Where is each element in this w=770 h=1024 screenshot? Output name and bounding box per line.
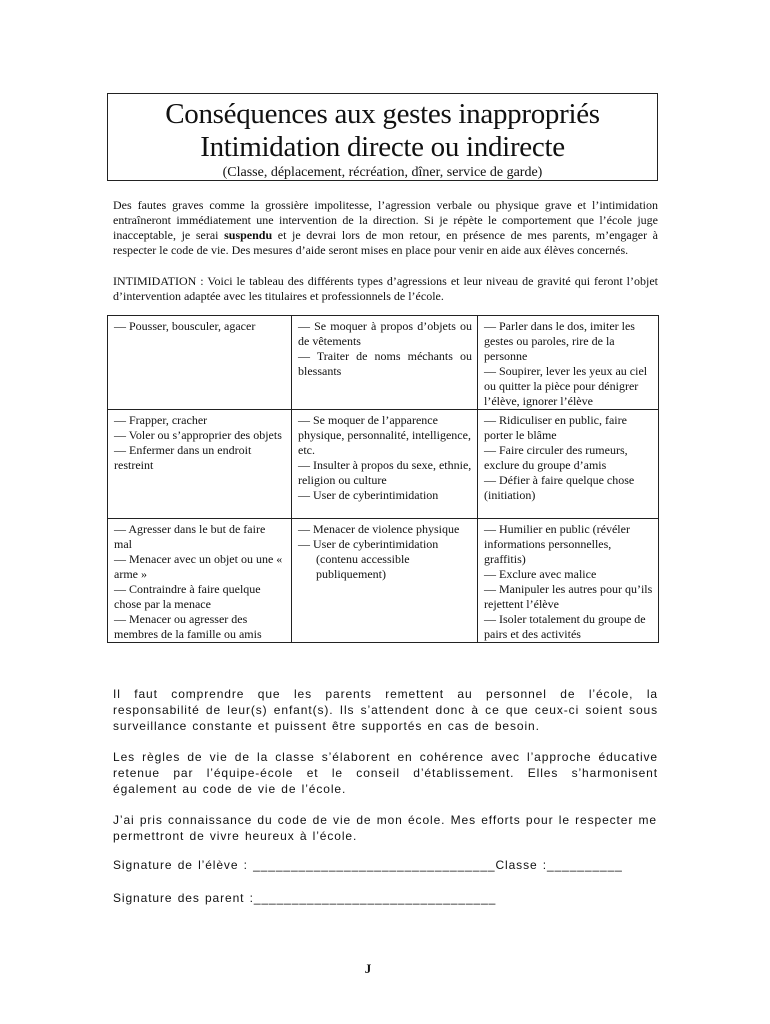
cell-line: — Manipuler les autres pour qu’ils rejettent l’élève: [484, 582, 653, 611]
table-cell: [108, 316, 292, 410]
cell-line: — Se moquer à propos d’objets ou de vêtements: [298, 319, 472, 348]
cell-line: — Menacer avec un objet ou une « arme »: [114, 552, 283, 581]
cell-line: — Exclure avec malice: [484, 567, 597, 581]
cell-line: — Insulter à propos du sexe, ethnie, religion ou culture: [298, 458, 472, 487]
page-mark: J: [364, 961, 372, 976]
parent-signature-line: Signature des parent :________________________________: [113, 891, 497, 905]
cell-line: — Humilier en public (révéler informations personnelles, graffitis): [484, 522, 630, 566]
aggression-table: [107, 315, 659, 643]
intro-paragraph: [113, 198, 658, 258]
cell-line: — Traiter de noms méchants ou blessants: [298, 349, 472, 378]
table-row: [108, 316, 659, 410]
cell-line: (contenu accessible: [316, 552, 410, 566]
cell-line: — Voler ou s’approprier des objets: [114, 428, 282, 442]
table-row: [108, 519, 659, 643]
cell-line: — Agresser dans le but de faire mal: [114, 522, 266, 551]
intro-text-start: Des fautes graves comme la grossière impolitesse, l’agression verbale ou physique grave et l’intimidation entraîneront immédiatement une intervention de la direction. Si je répète le comportement que l’école juge inacceptable, je serai: [113, 198, 658, 242]
cell-line: — Ridiculiser en public, faire porter le blâme: [484, 413, 627, 442]
cell-line: — Défier à faire quelque chose (initiation): [484, 473, 635, 502]
cell-line: — Menacer de violence physique: [298, 522, 460, 536]
table-cell: [108, 410, 292, 519]
cell-line: — User de cyberintimidation: [298, 537, 439, 551]
page-title: Conséquences aux gestes inappropriés: [165, 98, 600, 130]
cell-line: — Isoler totalement du groupe de pairs et des activités: [484, 612, 646, 641]
cell-line: — Contraindre à faire quelque chose par la menace: [114, 582, 261, 611]
cell-line: — Soupirer, lever les yeux au ciel ou quitter la pièce pour dénigrer l’élève, ignorer l’élève: [484, 364, 648, 408]
cell-line: — Frapper, cracher: [114, 413, 208, 427]
cell-line: — Pousser, bousculer, agacer: [114, 319, 256, 333]
class-rules-paragraph: Les règles de vie de la classe s’élaborent en cohérence avec l’approche éducative retenue par l’équipe-école et le conseil d’établissement. Elles s’harmonisent également au code de vie de l’école.: [113, 750, 658, 796]
cell-line: — Enfermer dans un endroit restreint: [114, 443, 252, 472]
cell-line: publiquement): [316, 567, 386, 581]
cell-line: — Menacer ou agresser des membres de la famille ou amis: [114, 612, 262, 641]
table-cell: [292, 410, 478, 519]
table-cell: [478, 316, 659, 410]
table-row: [108, 410, 659, 519]
context-note: (Classe, déplacement, récréation, dîner, service de garde): [222, 165, 543, 180]
cell-line: — Se moquer de l’apparence physique, personnalité, intelligence, etc.: [298, 413, 471, 457]
intro-bold-word: suspendu: [224, 228, 273, 242]
acknowledgement-paragraph: J’ai pris connaissance du code de vie de mon école. Mes efforts pour le respecter me permettront de vivre heureux à l’école.: [113, 813, 657, 843]
table-cell: [292, 519, 478, 643]
intimidation-paragraph: INTIMIDATION : Voici le tableau des différents types d’agressions et leur niveau de gravité qui feront l’objet d’intervention adaptée avec les titulaires et professionnels de l’école.: [113, 274, 658, 303]
table-cell: [478, 410, 659, 519]
cell-line: — Parler dans le dos, imiter les gestes ou paroles, rire de la personne: [484, 319, 635, 363]
cell-line: — User de cyberintimidation: [298, 488, 439, 502]
page-subtitle: Intimidation directe ou indirecte: [200, 131, 565, 163]
table-cell: [108, 519, 292, 643]
title-box: [107, 93, 658, 181]
parents-paragraph: Il faut comprendre que les parents remettent au personnel de l’école, la responsabilité de leur(s) enfant(s). Ils s’attendent donc à ce que ceux-ci soient sous surveillance constante et puissent être supportés en cas de besoin.: [113, 687, 658, 733]
table-cell: [292, 316, 478, 410]
intro-text-end: et je devrai lors de mon retour, en présence de mes parents, m’engager à respecter le code de vie. Des mesures d’aide seront mises en place pour venir en aide aux élèves concernés.: [113, 228, 658, 257]
table-cell: [478, 519, 659, 643]
student-signature-line: Signature de l’élève : ________________________________Classe :__________: [113, 858, 623, 872]
cell-line: — Faire circuler des rumeurs, exclure du groupe d’amis: [484, 443, 628, 472]
